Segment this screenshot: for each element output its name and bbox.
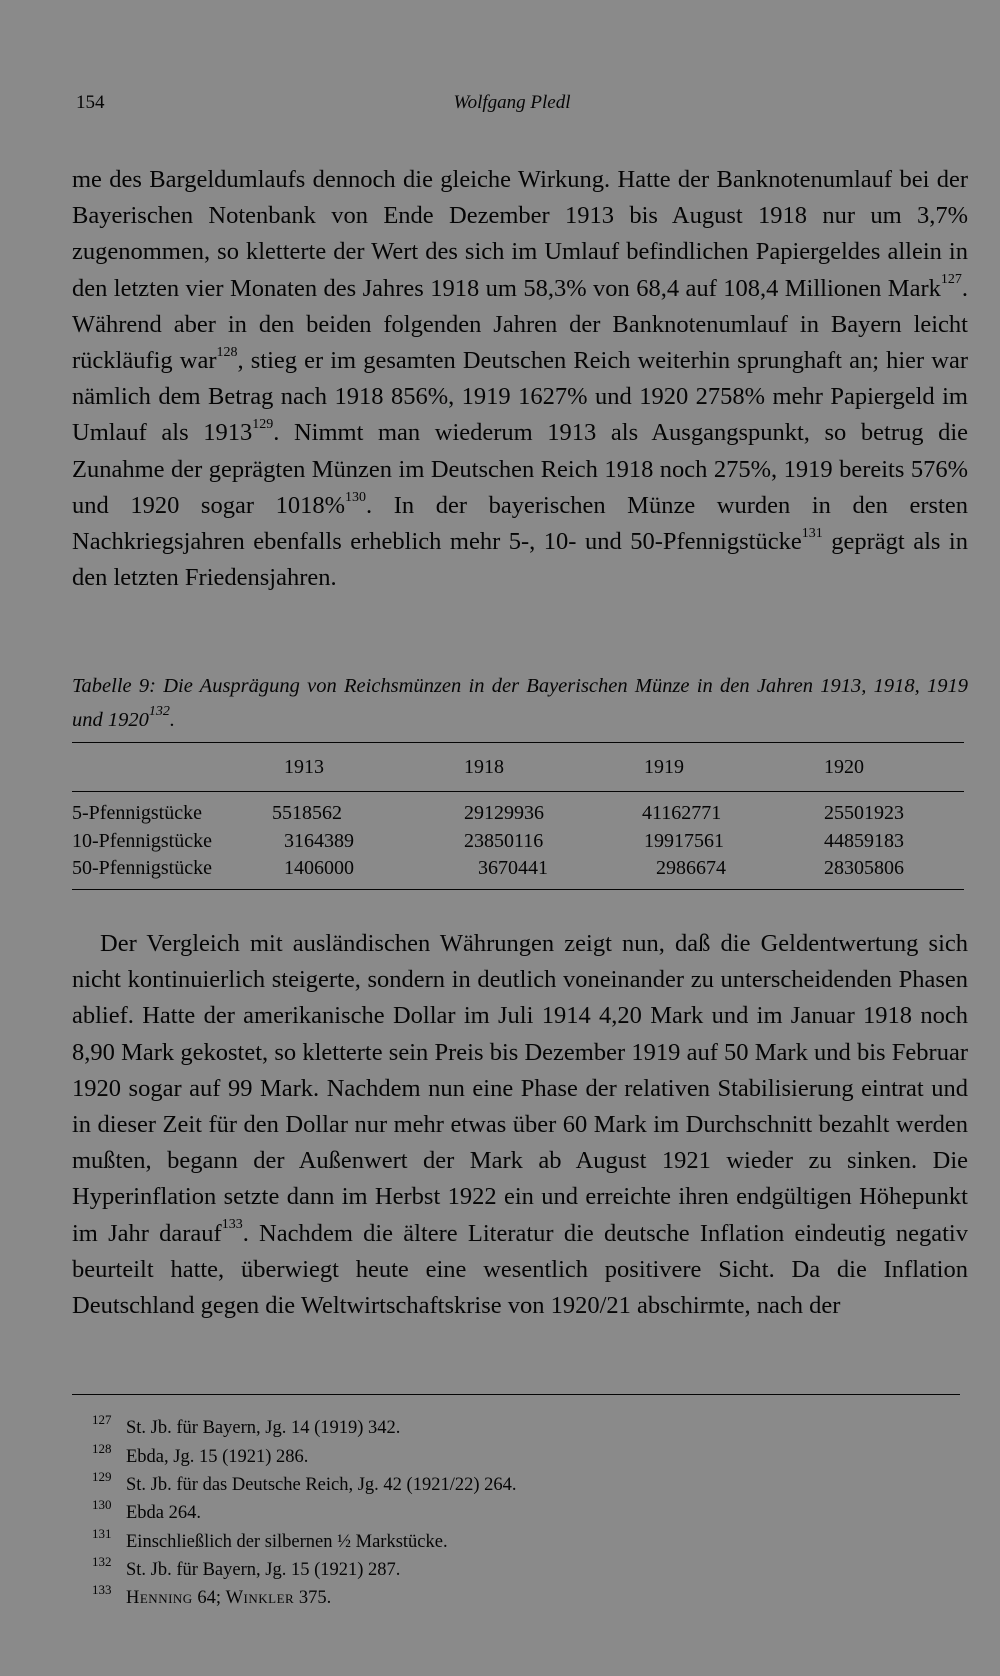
text-run: . Während aber in den beiden folgenden Jahren der Banknotenumlauf in Bayern leicht rückläufig war	[72, 274, 968, 375]
text-run: . Nachdem die ältere Literatur die deutsche Inflation eindeutig negativ beurteilt hatte, überwiegt heute eine wesentlich positivere Sicht. Da die Inflation Deutschland gegen die Weltwirtschaftskrise von 1920/21 abschirmte, nach der	[72, 1219, 968, 1320]
table-cell: 19917561	[644, 830, 724, 852]
running-title: Wolfgang Pledl	[453, 92, 571, 113]
text-run: me des Bargeldumlaufs dennoch die gleiche Wirkung. Hatte der Banknotenumlauf bei der Bayerischen Notenbank von Ende Dezember 1913 bis August 1918 nur um 3,7% zugenommen, so kletterte der Wert des sich im Umlauf befindlichen Papiergeldes allein in den letzten vier Monaten des Jahres 1918 um 58,3% von 68,4 auf 108,4 Millionen Mark	[72, 166, 968, 302]
author-name: Winkler	[225, 1588, 295, 1608]
row-label: 5-Pfennigstücke	[72, 802, 202, 824]
footnote-reference[interactable]: 131	[801, 525, 823, 541]
table-cell: 3164389	[284, 830, 354, 852]
text-run: Der Vergleich mit ausländischen Währungen zeigt nun, daß die Geldentwertung sich nicht kontinuierlich steigerte, sondern in deutlich voneinander zu unterscheidenden Phasen ablief. Hatte der amerikanische Dollar im Juli 1914 4,20 Mark und im Januar 1918 noch 8,90 Mark gekostet, so kletterte sein Preis bis Dezember 1919 auf 50 Mark und bis Februar 1920 sogar auf 99 Mark. Nachdem nun eine Phase der relativen Stabilisierung eintrat und in dieser Zeit für den Dollar nur mehr etwas über 60 Mark im Durchschnitt bezahlt werden mußten, begann der Außenwert der Mark ab August 1921 wieder zu sinken. Die Hyperinflation setzte dann im Herbst 1922 ein und erreichte ihren endgültigen Höhepunkt im Jahr darauf	[72, 930, 968, 1247]
footnote-number: 132	[92, 1554, 112, 1569]
table-cell: 44859183	[824, 830, 904, 852]
body-paragraph	[72, 926, 968, 1324]
footnote-reference[interactable]: 132	[148, 704, 170, 720]
table-cell: 29129936	[464, 802, 544, 824]
footnote-text: St. Jb. für das Deutsche Reich, Jg. 42 (1921/22) 264.	[126, 1475, 517, 1495]
footnote-reference[interactable]: 128	[216, 344, 238, 360]
caption-text: Tabelle 9: Die Ausprägung von Reichsmünzen in der Bayerischen Münze in den Jahren 1913, 1918, 1919 und 1920	[72, 675, 968, 731]
table-cell: 3670441	[478, 857, 548, 879]
table-top-rule	[72, 742, 964, 743]
footnote-reference[interactable]: 133	[221, 1217, 243, 1233]
footnote-text: Einschließlich der silbernen ½ Markstücke.	[126, 1532, 448, 1552]
footnote-number: 130	[92, 1497, 112, 1512]
table-cell: 23850116	[464, 830, 544, 852]
table-caption	[72, 669, 968, 737]
footnote-separator	[72, 1394, 960, 1395]
table-cell: 28305806	[824, 857, 904, 879]
page-header	[72, 92, 952, 126]
body-paragraph	[72, 162, 968, 596]
footnote-number: 133	[92, 1582, 112, 1597]
row-label: 10-Pfennigstücke	[72, 830, 212, 852]
column-header: 1913	[284, 756, 324, 778]
table-cell: 2986674	[656, 857, 726, 879]
footnote-number: 128	[92, 1441, 112, 1456]
citation-text: 64;	[192, 1588, 226, 1608]
footnote-reference[interactable]: 130	[345, 489, 366, 505]
footnote-reference[interactable]: 129	[252, 417, 274, 433]
page-number: 154	[76, 92, 105, 113]
footnote-number: 129	[92, 1469, 112, 1484]
column-header: 1920	[824, 756, 864, 778]
footnote-number: 131	[92, 1526, 112, 1541]
caption-end: .	[169, 709, 175, 731]
column-header: 1919	[644, 756, 684, 778]
footnote-text	[126, 1588, 331, 1609]
footnote-text: Ebda 264.	[126, 1503, 202, 1523]
footnote-text: Ebda, Jg. 15 (1921) 286.	[126, 1447, 309, 1467]
footnote-number: 127	[92, 1412, 112, 1427]
footnote-text: St. Jb. für Bayern, Jg. 15 (1921) 287.	[126, 1560, 401, 1580]
column-header: 1918	[464, 756, 504, 778]
footnote-reference[interactable]: 127	[940, 272, 962, 288]
table-cell: 41162771	[642, 802, 722, 824]
table-bottom-rule	[72, 889, 964, 890]
row-label: 50-Pfennigstücke	[72, 857, 212, 879]
table-cell: 5518562	[272, 802, 342, 824]
text-run: , stieg er im gesamten Deutschen Reich weiterhin sprunghaft an; hier war nämlich dem Betrag nach 1918 856%, 1919 1627% und 1920 2758% mehr Papiergeld im Umlauf als 1913	[72, 347, 969, 447]
footnote-text: St. Jb. für Bayern, Jg. 14 (1919) 342.	[126, 1418, 401, 1438]
citation-text: 375.	[294, 1588, 332, 1608]
text-run: . In der bayerischen Münze wurden in den ersten Nachkriegsjahren ebenfalls erheblich mehr 5-, 10- und 50-Pfennigstücke	[72, 491, 968, 556]
table-header-rule	[72, 791, 964, 792]
text-run: geprägt als in den letzten Friedensjahren.	[72, 528, 968, 592]
text-run: . Nimmt man wiederum 1913 als Ausgangspunkt, so betrug die Zunahme der geprägten Münzen im Deutschen Reich 1918 noch 275%, 1919 bereits 576% und 1920 sogar 1018%	[72, 419, 968, 519]
table-cell: 25501923	[824, 802, 904, 824]
author-name: Henning	[126, 1588, 193, 1608]
table-cell: 1406000	[284, 857, 354, 879]
